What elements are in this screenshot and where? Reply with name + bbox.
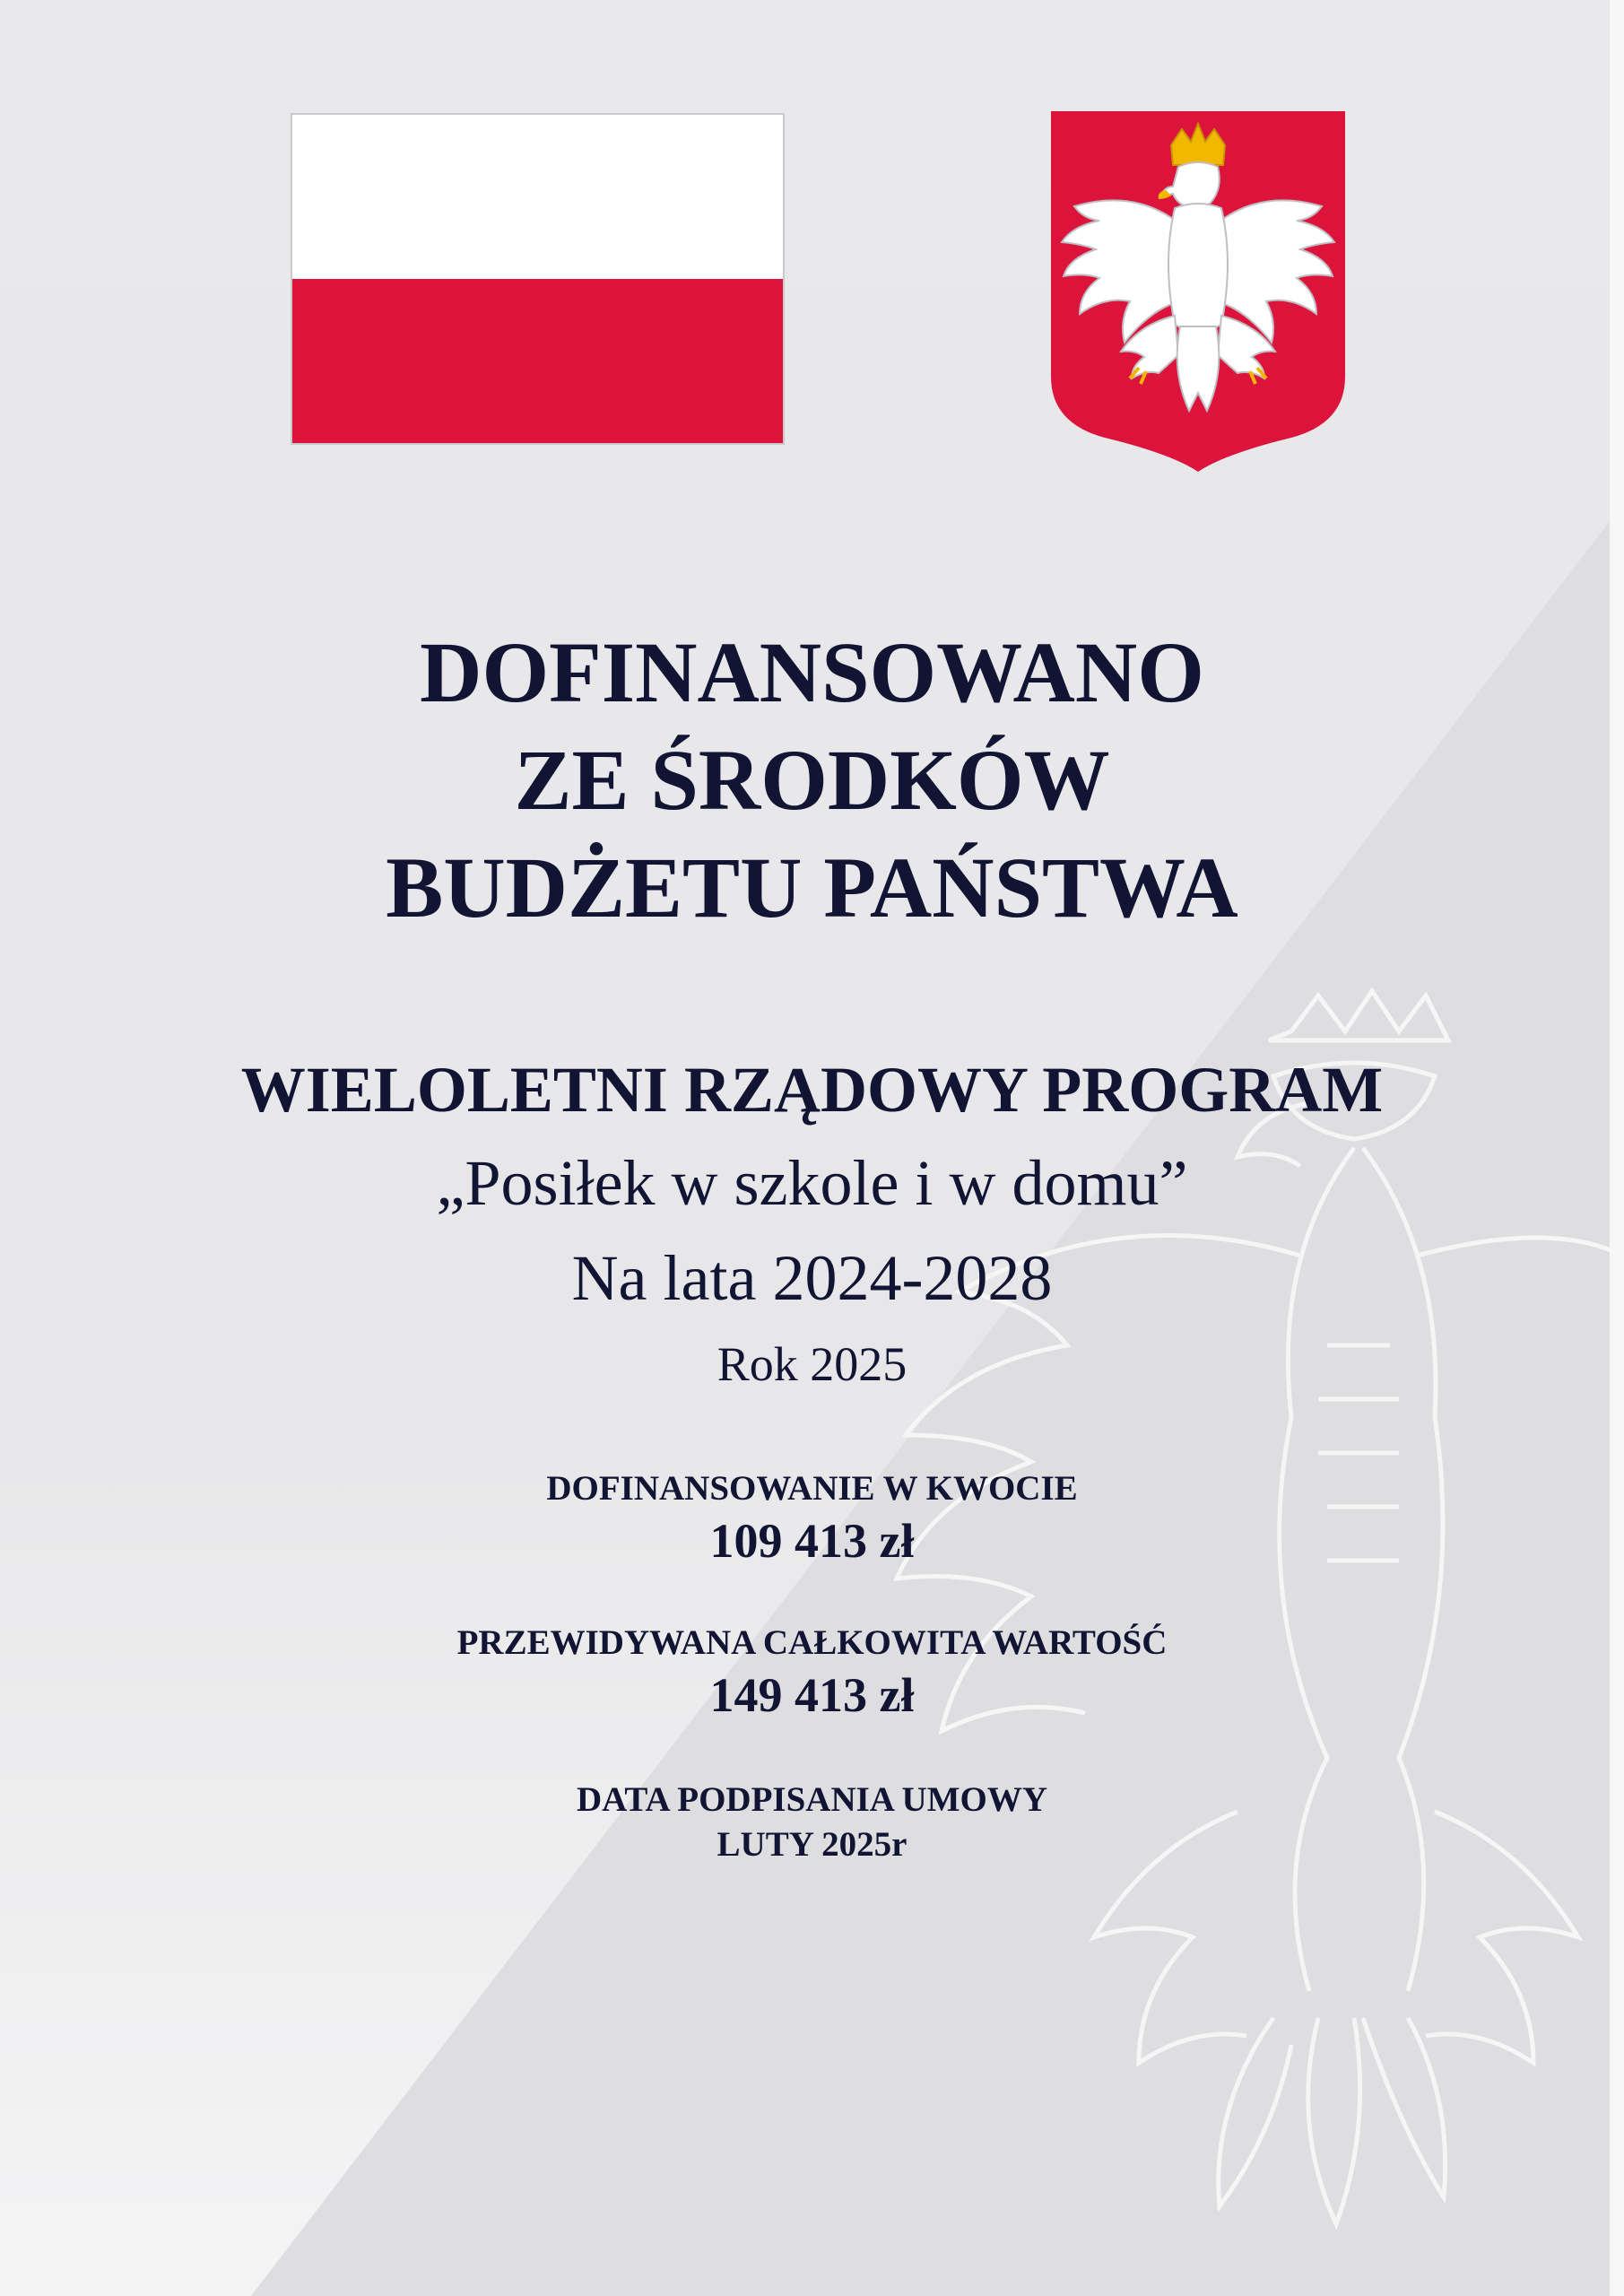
funding-label: DOFINANSOWANIE W KWOCIE — [546, 1469, 1078, 1508]
funding-section — [0, 1466, 1624, 1570]
program-name: „Posiłek w szkole i w domu” — [436, 1147, 1188, 1219]
total-amount: 149 413 zł — [709, 1668, 915, 1722]
program-title: WIELOLETNI RZĄDOWY PROGRAM — [240, 1054, 1384, 1126]
headline-line-1: DOFINANSOWANO — [420, 624, 1204, 720]
headline — [0, 619, 1624, 942]
contract-label: DATA PODPISANIA UMOWY — [576, 1780, 1048, 1819]
flag-white-stripe — [292, 115, 783, 279]
contract-date: LUTY 2025r — [716, 1825, 908, 1864]
headline-line-2: ZE ŚRODKÓW — [514, 732, 1110, 828]
total-section — [0, 1621, 1624, 1725]
program-years: Na lata 2024-2028 — [571, 1242, 1053, 1314]
funding-amount: 109 413 zł — [709, 1514, 915, 1568]
headline-line-3: BUDŻETU PAŃSTWA — [386, 839, 1238, 935]
total-label: PRZEWIDYWANA CAŁKOWITA WARTOŚĆ — [456, 1623, 1168, 1662]
program-year: Rok 2025 — [716, 1337, 908, 1391]
contract-section — [0, 1778, 1624, 1867]
white-eagle-emblem-icon — [1046, 108, 1350, 474]
flag-red-stripe — [292, 279, 783, 443]
poland-flag-icon — [291, 113, 785, 445]
